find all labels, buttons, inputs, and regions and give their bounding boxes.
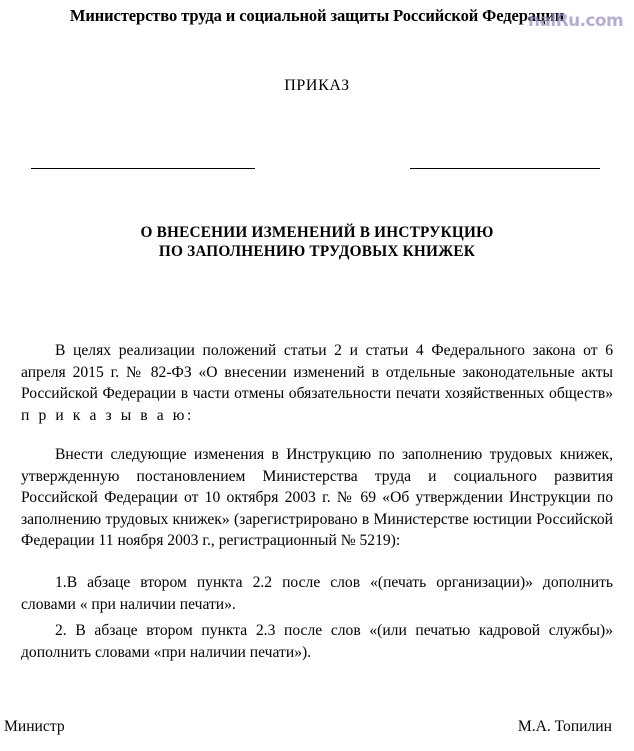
- number-blank-rule: [410, 168, 600, 169]
- document-kind-label: ПРИКАЗ: [284, 77, 350, 94]
- watermark: nalRu.com: [528, 11, 624, 31]
- signer-name: М.А. Топилин: [517, 718, 612, 735]
- preamble-paragraph: [21, 340, 613, 426]
- signature-block: [4, 718, 612, 736]
- signer-position: Министр: [4, 718, 65, 735]
- document-title: [0, 223, 634, 261]
- document-title-line-2: ПО ЗАПОЛНЕНИЮ ТРУДОВЫХ КНИЖЕК: [158, 243, 476, 260]
- order-keyword: п р и к а з ы в а ю:: [21, 406, 194, 424]
- date-blank-rule: [31, 168, 255, 169]
- amendment-item-1: 1.В абзаце втором пункта 2.2 после слов «(печать организации)» дополнить словами « при наличии печати».: [21, 574, 613, 613]
- organization-header: Министерство труда и социальной защиты Российской Федерации: [69, 6, 565, 25]
- amendment-item-2: 2. В абзаце втором пункта 2.3 после слов «(или печатью кадровой службы)» дополнить словами «при наличии печати»).: [21, 622, 613, 661]
- preamble-text: В целях реализации положений статьи 2 и статьи 4 Федерального закона от 6 апреля 2015 г. № 82-ФЗ «О внесении изменений в отдельные законодательные акты Российской Федерации в части отмены обязательности печати хозяйственных обществ»: [21, 342, 613, 402]
- document-title-line-1: О ВНЕСЕНИИ ИЗМЕНЕНИЙ В ИНСТРУКЦИЮ: [140, 224, 494, 241]
- amendment-intro-paragraph: Внести следующие изменения в Инструкцию по заполнению трудовых книжек, утвержденную постановлением Министерства труда и социального развития Российской Федерации от 10 октября 2003 г. № 69 «Об утверждении Инструкции по заполнению трудовых книжек» (зарегистрировано в Министерстве юстиции Российской Федерации 11 ноября 2003 г., регистрационный № 5219):: [21, 446, 613, 549]
